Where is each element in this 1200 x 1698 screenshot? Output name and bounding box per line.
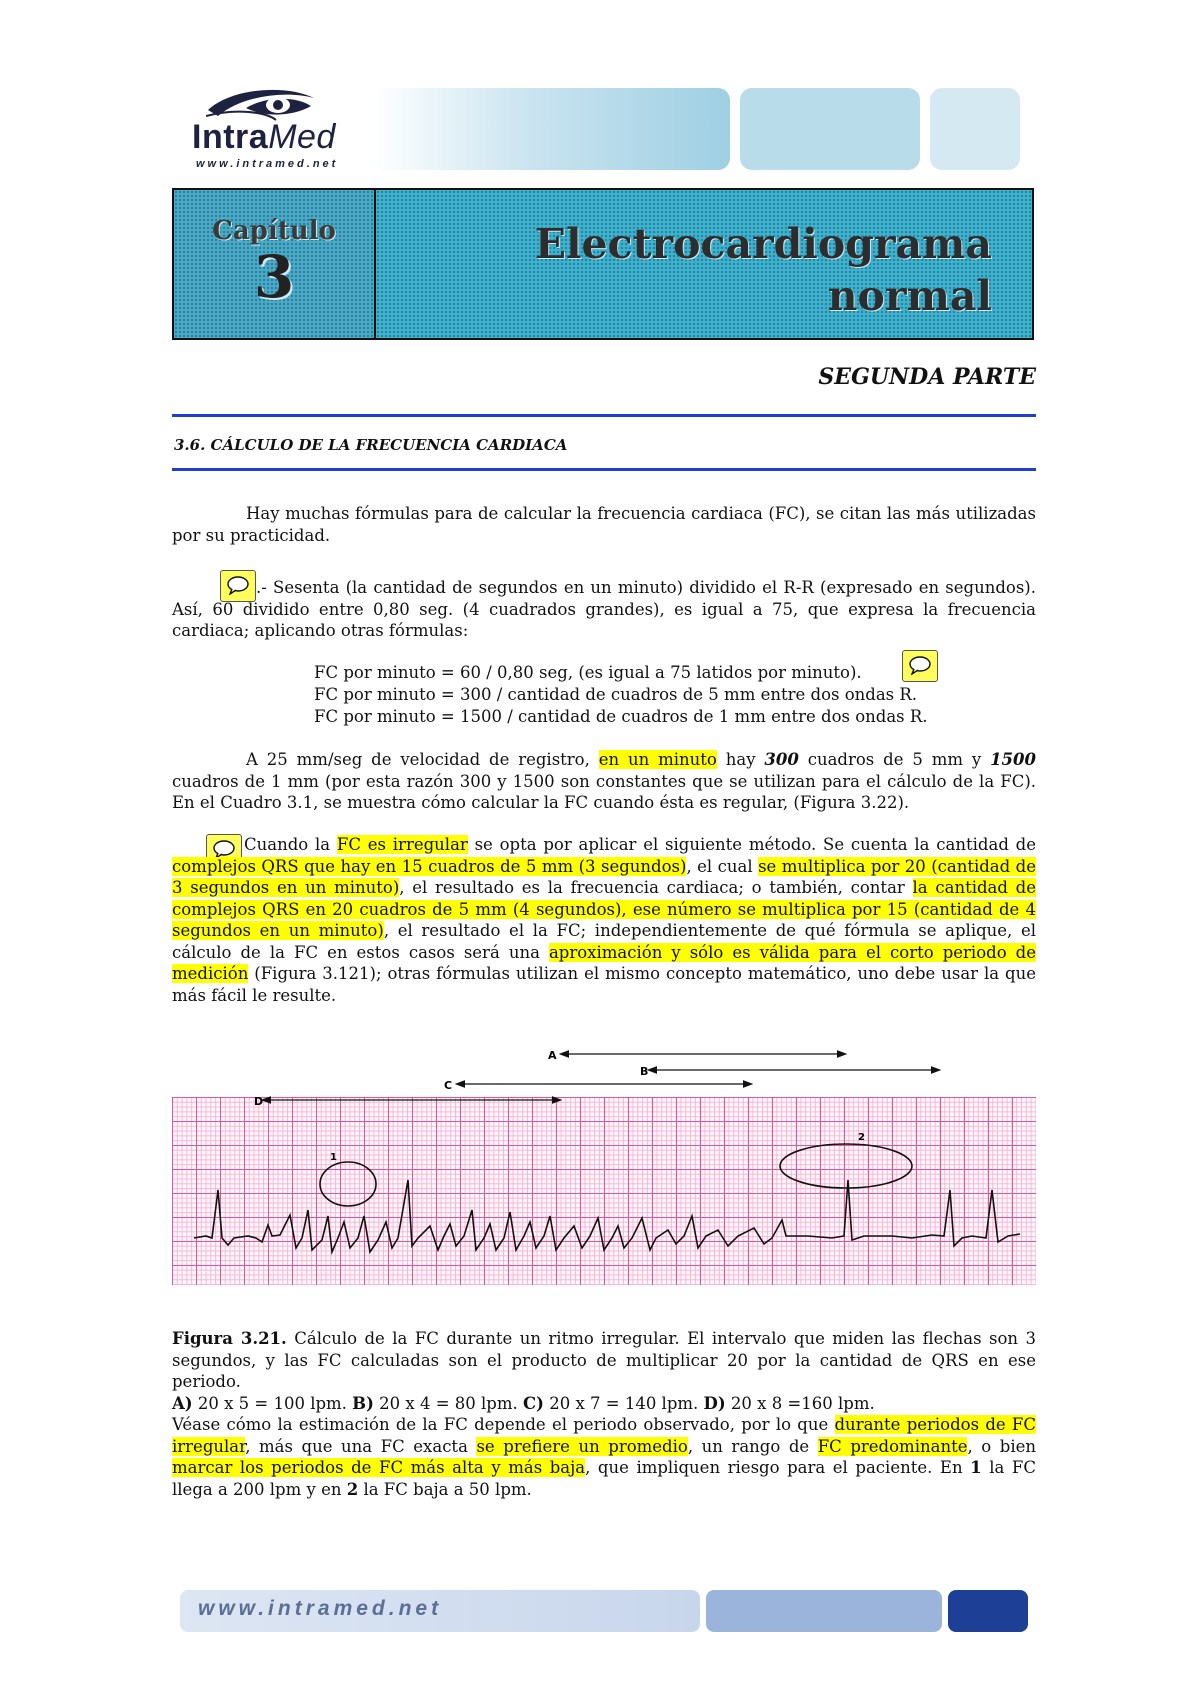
figure-label: Figura 3.21. <box>172 1329 287 1348</box>
divider <box>172 468 1036 471</box>
figure-caption: Figura 3.21. Cálculo de la FC durante un ritmo irregular. El intervalo que miden las flechas son 3 segundos, y las FC calculadas son el producto de multiplicar 20 por la cantidad de QRS en ese periodo. A) 20 x 5 = 100 lpm. B) 20 x 4 = 80 lpm. C) 20 x 7 = 140 lpm. D) 20 x 8 =160 lpm. Véase cómo la estimación de la FC depende el periodo observado, por lo que durante periodos de FC irregular, más que una FC exacta se prefiere un promedio, un rango de FC predominante, o bien marcar los periodos de FC más alta y más baja, que impliquen riesgo para el paciente. En 1 la FC llega a 200 lpm y en 2 la FC baja a 50 lpm. <box>172 1329 1036 1499</box>
chapter-number: 3 <box>253 243 295 311</box>
highlight: durante periodos de FC irregular <box>172 1415 1036 1456</box>
footer-url[interactable]: www.intramed.net <box>198 1597 443 1620</box>
intro-paragraph: Hay muchas fórmulas para de calcular la frecuencia cardiaca (FC), se citan las más utilizadas por su practicidad. <box>172 504 1036 545</box>
comment-note-icon[interactable] <box>902 650 938 682</box>
logo-url: www.intramed.net <box>196 158 339 170</box>
highlight: la cantidad de complejos QRS en 20 cuadros de 5 mm (4 segundos), ese número se multiplica por 15 (cantidad de 4 segundos en un minuto) <box>172 878 1037 940</box>
part-heading: SEGUNDA PARTE <box>818 364 1036 390</box>
region-1-circle <box>320 1162 376 1206</box>
highlight: aproximación y sólo es válida para el corto periodo de medición <box>172 942 1036 983</box>
chapter-title-line1: Electrocardiograma <box>534 220 992 268</box>
header-decor-panel <box>740 88 920 170</box>
chapter-label: Capítulo <box>212 216 336 246</box>
highlight: FC predominante <box>817 1436 968 1456</box>
chapter-banner <box>172 188 1034 340</box>
header-decor-panel <box>930 88 1020 170</box>
formula-line: FC por minuto = 300 / cantidad de cuadros de 5 mm entre dos ondas R. <box>314 685 918 704</box>
region-label-2: 2 <box>858 1132 865 1143</box>
highlight: FC es irregular <box>336 835 468 854</box>
highlight: se multiplica por 20 (cantidad de 3 segundos en un minuto) <box>172 856 1036 897</box>
chapter-title-panel <box>376 190 1032 338</box>
chapter-number-panel <box>174 190 376 338</box>
paragraph-fc-irregular: Cuando la FC es irregular se opta por aplicar el siguiente método. Se cuenta la cantidad de complejos QRS que hay en 15 cuadros de 5 mm (3 segundos), el cual se multiplica por 20 (cantidad de 3 segundos en un minuto), el resultado es la frecuencia cardiaca; o también, contar la cantidad de complejos QRS en 20 cuadros de 5 mm (4 segundos), ese número se multiplica por 15 (cantidad de 4 segundos en un minuto), el resultado el la FC; independientemente de qué fórmula se aplique, el cálculo de la FC en estos casos será una aproximación y sólo es válida para el corto periodo de medición (Figura 3.121); otras fórmulas utilizan el mismo concepto matemático, uno debe usar la que más fácil le resulte. <box>172 835 1037 1005</box>
formula-line: FC por minuto = 60 / 0,80 seg, (es igual a 75 latidos por minuto). <box>314 663 862 682</box>
region-label-1: 1 <box>330 1152 337 1163</box>
footer-decor-panel <box>948 1590 1028 1632</box>
section-title: 3.6. CÁLCULO DE LA FRECUENCIA CARDIACA <box>174 436 568 454</box>
chapter-title <box>376 218 992 322</box>
ecg-trace <box>194 1180 1020 1252</box>
highlight: complejos QRS que hay en 15 cuadros de 5 mm (3 segundos) <box>172 856 687 876</box>
arrow-label-b: B <box>640 1065 649 1078</box>
intramed-logo-wordmark: IntraMed <box>192 118 336 156</box>
arrow-label-c: C <box>444 1079 453 1092</box>
highlight: en un minuto <box>598 750 717 769</box>
chapter-title-line2: normal <box>827 272 992 320</box>
paragraph-sesenta: .- Sesenta (la cantidad de segundos en un minuto) dividido el R-R (expresado en segundos). Así, 60 dividido entre 0,80 seg. (4 cuadrados grandes), es igual a 75, que expresa la frecuencia cardiaca; aplicando otras fórmulas: <box>172 578 1036 640</box>
paragraph-velocidad: A 25 mm/seg de velocidad de registro, en un minuto hay 300 cuadros de 5 mm y 1500 cuadros de 1 mm (por esta razón 300 y 1500 son constantes que se utilizan para el cálculo de la FC). En el Cuadro 3.1, se muestra cómo calcular la FC cuando ésta es regular, (Figura 3.22). <box>172 750 1036 812</box>
ecg-figure <box>172 1040 1036 1288</box>
arrow-label-d: D <box>254 1095 264 1108</box>
footer-decor-panel <box>706 1590 942 1632</box>
divider <box>172 414 1036 417</box>
arrow-label-a: A <box>548 1049 557 1062</box>
highlight: marcar los periodos de FC más alta y más baja <box>172 1458 586 1477</box>
formula-line: FC por minuto = 1500 / cantidad de cuadros de 1 mm entre dos ondas R. <box>314 707 928 726</box>
region-2-ellipse <box>780 1144 912 1188</box>
header-decor-panel <box>372 88 730 170</box>
highlight: se prefiere un promedio <box>476 1436 688 1456</box>
